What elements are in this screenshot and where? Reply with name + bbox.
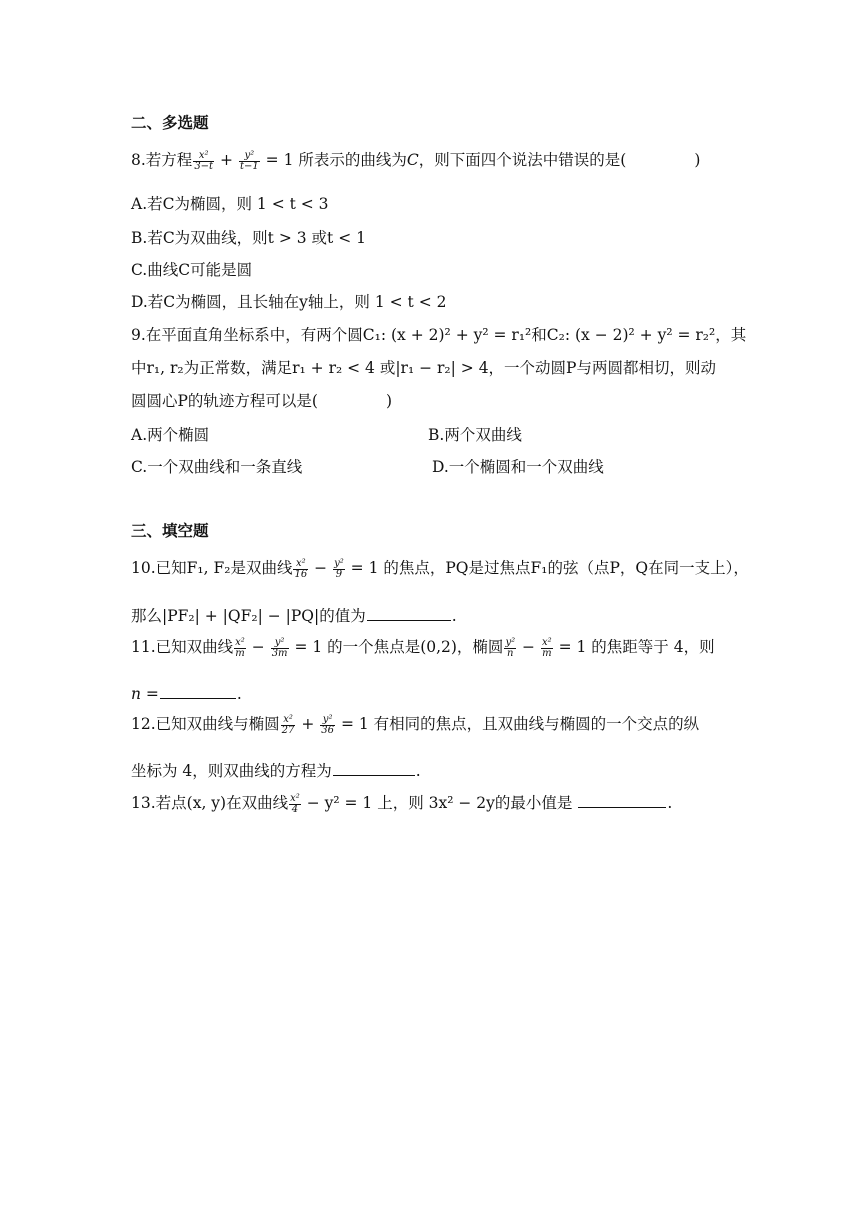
period: . [451, 607, 457, 625]
fraction-numerator: x² [541, 636, 552, 648]
stem-text: 13.若点(x, y)在双曲线 [131, 794, 289, 812]
fraction-denominator: n [507, 647, 514, 659]
question-number: 8. [131, 151, 146, 169]
fraction-denominator: 16 [294, 568, 308, 580]
fraction-denominator: 36 [321, 724, 334, 736]
stem-text: = 1 的一个焦点是(0,2)，椭圆 [294, 638, 504, 656]
fraction [234, 638, 246, 659]
question-10-line-1 [131, 557, 749, 580]
fraction-numerator: y² [320, 715, 335, 726]
fraction-numerator: y² [334, 557, 344, 569]
fraction-denominator: m [542, 647, 552, 659]
fraction [193, 151, 214, 172]
operator: + [220, 151, 234, 169]
close-paren: ) [694, 151, 701, 169]
question-8-option-c: C.曲线C可能是圆 [131, 261, 253, 279]
fraction-numerator: y² [239, 151, 260, 162]
fraction-denominator: 3−t [194, 160, 214, 172]
fraction-numerator: x² [235, 636, 245, 648]
stem-text: 10.已知F₁, F₂是双曲线 [131, 559, 293, 577]
fraction [504, 638, 516, 659]
stem-text: = 1 的焦点，PQ是过焦点F₁的弦（点P，Q在同一支上）， [350, 559, 749, 577]
fraction-numerator: x² [281, 715, 296, 726]
fraction-denominator: t−1 [239, 160, 259, 172]
stem-text: 所表示的曲线为 [298, 151, 407, 169]
period: . [236, 685, 242, 703]
period: . [415, 762, 421, 780]
fraction-numerator: x² [290, 792, 300, 804]
fraction-numerator: y² [505, 636, 516, 648]
fraction-denominator: 3m [271, 647, 288, 659]
question-12-line-2 [131, 760, 421, 782]
fraction [271, 638, 289, 659]
question-9-option-d: D.一个椭圆和一个双曲线 [432, 458, 604, 476]
operator: − [314, 559, 328, 577]
answer-blank[interactable] [578, 792, 666, 808]
question-8-option-b: B.若C为双曲线，则t > 3 或t < 1 [131, 229, 366, 247]
fraction-denominator: m [235, 647, 245, 659]
question-8-option-d: D.若C为椭圆，且长轴在y轴上，则 1 < t < 2 [131, 293, 447, 311]
stem-text: 若方程 [145, 151, 193, 169]
fraction-numerator: x² [293, 559, 308, 570]
stem-text: 圆圆心P的轨迹方程可以是( [131, 392, 318, 410]
answer-blank[interactable] [367, 605, 451, 621]
stem-text: − y² = 1 上，则 3x² − 2y的最小值是 [306, 794, 573, 812]
fraction-numerator: y² [271, 638, 289, 649]
question-11-line-1 [131, 636, 715, 659]
operator: + [301, 715, 315, 733]
section-heading-multiple-choice: 二、多选题 [131, 114, 209, 132]
question-9-line-2: 中r₁, r₂为正常数，满足r₁ + r₂ < 4 或|r₁ − r₂| > 4，一个动圆P与两圆都相切，则动 [131, 359, 716, 377]
section-heading-fill-in-blank: 三、填空题 [131, 522, 209, 540]
stem-text: 那么|PF₂| + |QF₂| − |PQ|的值为 [131, 607, 366, 625]
fraction-numerator: x² [193, 151, 214, 162]
fraction-denominator: 27 [281, 724, 295, 736]
stem-text: 11.已知双曲线 [131, 638, 234, 656]
question-9-option-a: A.两个椭圆 [131, 426, 210, 444]
question-8-stem [131, 149, 700, 172]
operator: − [251, 638, 265, 656]
stem-text: 坐标为 4，则双曲线的方程为 [131, 762, 332, 780]
answer-blank[interactable] [160, 683, 236, 699]
fraction [281, 715, 296, 736]
fraction-denominator: 9 [335, 568, 343, 580]
stem-text: = 1 的焦距等于 4，则 [558, 638, 715, 656]
fraction [289, 794, 301, 815]
question-13 [131, 792, 672, 815]
question-9-option-c: C.一个双曲线和一条直线 [131, 458, 303, 476]
stem-text: ，则下面四个说法中错误的是( [418, 151, 627, 169]
equation-rhs: = 1 [265, 151, 294, 169]
question-9-line-3 [131, 390, 392, 412]
fraction-denominator: 4 [291, 803, 299, 815]
question-8-option-a: A.若C为椭圆，则 1 < t < 3 [131, 195, 329, 213]
question-9-option-b: B.两个双曲线 [428, 426, 522, 444]
fraction [333, 559, 345, 580]
close-paren: ) [385, 392, 393, 410]
question-12-line-1 [131, 713, 699, 736]
fraction [293, 559, 308, 580]
stem-text: = 1 有相同的焦点，且双曲线与椭圆的一个交点的纵 [340, 715, 700, 733]
question-9-line-1: 9.在平面直角坐标系中，有两个圆C₁: (x + 2)² + y² = r₁²和C₂: (x − 2)² + y² = r₂²，其 [131, 326, 747, 344]
question-10-line-2 [131, 605, 457, 627]
fraction [239, 151, 260, 172]
fraction [320, 715, 335, 736]
math-expression: n = [131, 685, 159, 703]
math-variable: C [406, 151, 419, 169]
period: . [667, 794, 673, 812]
operator: − [522, 638, 536, 656]
stem-text: 12.已知双曲线与椭圆 [131, 715, 280, 733]
answer-blank[interactable] [333, 760, 415, 776]
fraction [541, 638, 553, 659]
question-11-line-2 [131, 683, 242, 705]
